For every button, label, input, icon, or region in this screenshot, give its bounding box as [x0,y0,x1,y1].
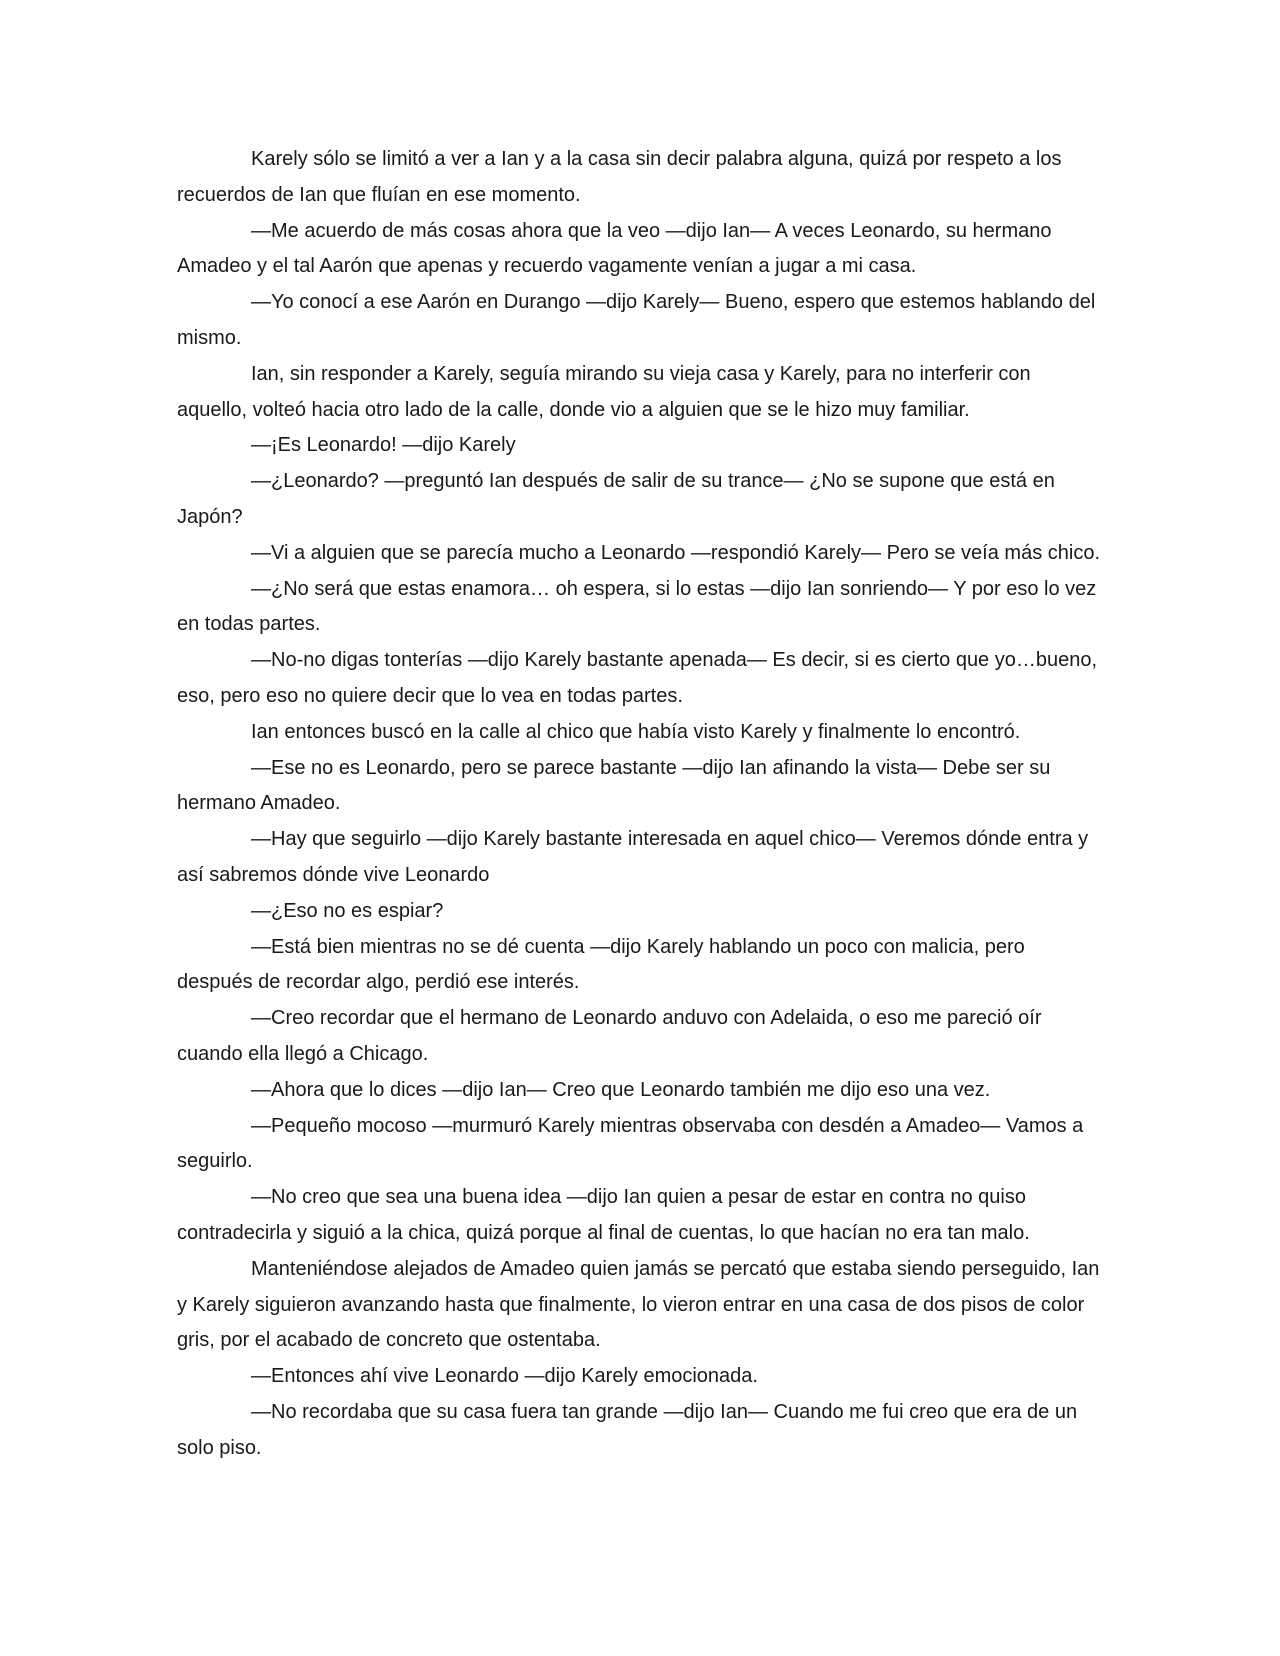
paragraph: —Me acuerdo de más cosas ahora que la veo —dijo Ian— A veces Leonardo, su hermano Amadeo y el tal Aarón que apenas y recuerdo vagamente venían a jugar a mi casa. [177,219,1052,278]
paragraph: —¿Eso no es espiar? [251,899,444,922]
paragraph: —Creo recordar que el hermano de Leonardo anduvo con Adelaida, o eso me pareció oír cuando ella llegó a Chicago. [177,1007,1042,1065]
paragraph: Manteniéndose alejados de Amadeo quien jamás se percató que estaba siendo perseguido, Ian y Karely siguieron avanzando hasta que finalmente, lo vieron entrar en una casa de dos pisos de color gris, por el acabado de concreto que ostentaba. [177,1257,1100,1352]
paragraph: —No creo que sea una buena idea —dijo Ian quien a pesar de estar en contra no quiso contradecirla y siguió a la chica, quizá porque al final de cuentas, lo que hacían no era tan malo. [177,1186,1030,1244]
paragraph: —Hay que seguirlo —dijo Karely bastante interesada en aquel chico— Veremos dónde entra y así sabremos dónde vive Leonardo [177,828,1089,886]
paragraph: —Ese no es Leonardo, pero se parece bastante —dijo Ian afinando la vista— Debe ser su hermano Amadeo. [177,756,1051,815]
paragraph: —No-no digas tonterías —dijo Karely bastante apenada— Es decir, si es cierto que yo…bueno, eso, pero eso no quiere decir que lo vea en todas partes. [177,649,1098,707]
paragraph: Karely sólo se limitó a ver a Ian y a la casa sin decir palabra alguna, quizá por respeto a los recuerdos de Ian que fluían en ese momento. [177,148,1062,206]
paragraph: —Yo conocí a ese Aarón en Durango —dijo Karely— Bueno, espero que estemos hablando del mismo. [177,291,1096,349]
paragraph: —¿No será que estas enamora… oh espera, si lo estas —dijo Ian sonriendo— Y por eso lo vez en todas partes. [177,577,1097,636]
document-page [177,142,1102,1466]
paragraph: —Ahora que lo dices —dijo Ian— Creo que Leonardo también me dijo eso una vez. [251,1078,991,1101]
paragraph: —Está bien mientras no se dé cuenta —dijo Karely hablando un poco con malicia, pero después de recordar algo, perdió ese interés. [177,935,1025,994]
paragraph: Ian, sin responder a Karely, seguía mirando su vieja casa y Karely, para no interferir con aquello, volteó hacia otro lado de la calle, donde vio a alguien que se le hizo muy familiar. [177,362,1031,421]
paragraph: —No recordaba que su casa fuera tan grande —dijo Ian— Cuando me fui creo que era de un solo piso. [177,1400,1078,1459]
paragraph: Ian entonces buscó en la calle al chico que había visto Karely y finalmente lo encontró. [251,720,1021,743]
paragraph: —¿Leonardo? —preguntó Ian después de salir de su trance— ¿No se supone que está en Japón? [177,470,1055,528]
paragraph: —Pequeño mocoso —murmuró Karely mientras observaba con desdén a Amadeo— Vamos a seguirlo. [177,1114,1084,1173]
paragraph: —Vi a alguien que se parecía mucho a Leonardo —respondió Karely— Pero se veía más chico. [251,541,1101,564]
paragraph: —¡Es Leonardo! —dijo Karely [251,434,516,457]
paragraph: —Entonces ahí vive Leonardo —dijo Karely emocionada. [251,1365,758,1388]
